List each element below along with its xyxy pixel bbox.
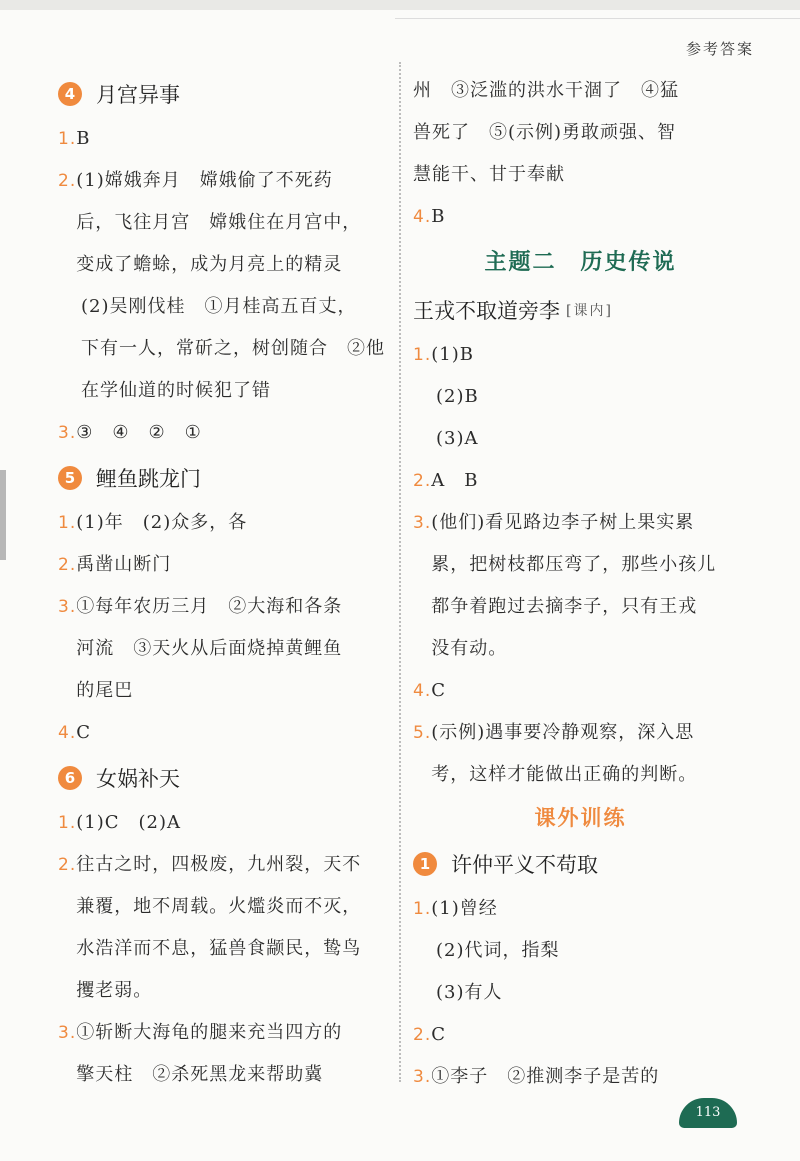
answer-line: 都争着跑过去摘李子，只有王戎: [431, 596, 698, 617]
answer-text: A B: [431, 470, 479, 491]
section-title: 王戎不取道旁李: [413, 299, 560, 323]
section-number-badge: 4: [58, 82, 82, 106]
question-number: 3.: [58, 1023, 77, 1043]
question-number: 3.: [413, 513, 432, 533]
section-tag: [课内]: [566, 303, 613, 319]
question-number: 2.: [58, 171, 77, 191]
answer-line: 兼覆，地不周载。火爁炎而不灭，: [76, 896, 362, 917]
answer-line: 考，这样才能做出正确的判断。: [431, 764, 698, 785]
section-title: 鲤鱼跳龙门: [96, 467, 201, 491]
answer-line: (3)有人: [436, 982, 503, 1003]
answer-line: (3)A: [436, 428, 479, 449]
answer-line: (2)吴刚伐桂 ①月桂高五百丈，: [81, 296, 357, 317]
answer-item: [58, 712, 388, 754]
answer-text: (1)曾经: [431, 898, 498, 919]
question-number: 5.: [413, 723, 432, 743]
answer-line: 累，把树枝都压弯了，那些小孩儿: [431, 554, 717, 575]
answer-text: C: [431, 1024, 447, 1045]
question-number: 1.: [58, 513, 77, 533]
page-edge-mark: [0, 470, 6, 560]
question-number: 1.: [58, 129, 77, 149]
answer-line: 在学仙道的时候犯了错: [81, 380, 271, 401]
answer-line: (2)代词，指梨: [436, 940, 560, 961]
answer-line: ①每年农历三月 ②大海和各条: [76, 596, 343, 617]
answer-item: [413, 460, 748, 502]
answer-line: 州 ③泛滥的洪水干涸了 ④猛: [413, 80, 679, 101]
answer-line: 慧能干、甘于奉献: [413, 164, 565, 185]
question-number: 1.: [413, 899, 432, 919]
page-header: 参考答案: [685, 40, 754, 58]
question-number: 4.: [413, 681, 432, 701]
answer-item: [58, 118, 388, 160]
answer-line: 擎天柱 ②杀死黑龙来帮助冀: [76, 1064, 324, 1085]
answer-item: [413, 1014, 748, 1056]
answer-line: 兽死了 ⑤(示例)勇敢顽强、智: [413, 122, 677, 143]
answer-item: [58, 802, 388, 844]
answer-text: C: [76, 722, 92, 743]
answer-line: 往古之时，四极废，九州裂，天不: [76, 854, 362, 875]
section-header-5: [58, 458, 388, 498]
answer-line: 河流 ③天火从后面烧掉黄鲤鱼: [76, 638, 343, 659]
answer-line: 变成了蟾蜍，成为月亮上的精灵: [76, 254, 343, 275]
answer-line: 后，飞往月宫 嫦娥住在月宫中，: [76, 212, 362, 233]
answer-item: [58, 160, 388, 286]
section-header-4: [58, 74, 388, 114]
right-column: [413, 70, 748, 1098]
question-number: 4.: [413, 207, 432, 227]
answer-item: [58, 844, 388, 1012]
question-number: 2.: [413, 1025, 432, 1045]
answer-line: (1)嫦娥奔月 嫦娥偷了不死药: [76, 170, 333, 191]
top-band: [0, 0, 800, 10]
question-number: 1.: [58, 813, 77, 833]
answer-line: 的尾巴: [76, 680, 134, 701]
question-number: 2.: [58, 855, 77, 875]
question-number: 3.: [58, 597, 77, 617]
answer-item: [413, 1056, 748, 1098]
question-number: 1.: [413, 345, 432, 365]
answer-item: [413, 502, 748, 670]
question-number: 2.: [58, 555, 77, 575]
subsection-heading: 课外训练: [534, 805, 627, 830]
section-number-badge: 6: [58, 766, 82, 790]
left-column: [58, 70, 388, 1096]
section-header-xuzhongping: [413, 844, 748, 884]
column-divider: [399, 62, 401, 1082]
answer-text: B: [76, 128, 91, 149]
answer-line: 下有一人，常斫之，树创随合 ②他: [81, 338, 385, 359]
answer-item: [413, 196, 748, 238]
answer-text: (1)B: [431, 344, 474, 365]
answer-item: [58, 544, 388, 586]
answer-text: ①李子 ②推测李子是苦的: [431, 1066, 660, 1087]
answer-text: ③ ④ ② ①: [76, 422, 202, 443]
answer-item: [58, 502, 388, 544]
section-header-6: [58, 758, 388, 798]
question-number: 4.: [58, 723, 77, 743]
answer-line: (示例)遇事要冷静观察，深入思: [431, 722, 695, 743]
answer-text: 禹凿山断门: [76, 554, 172, 575]
question-number: 3.: [413, 1067, 432, 1087]
answer-text: B: [431, 206, 446, 227]
section-number-badge: 1: [413, 852, 437, 876]
answer-line: 攫老弱。: [76, 980, 153, 1001]
section-header-wangrong: [413, 290, 748, 330]
section-title: 女娲补天: [96, 767, 180, 791]
section-title: 月宫异事: [96, 83, 180, 107]
answer-item: [413, 712, 748, 796]
section-title: 许仲平义不苟取: [451, 853, 598, 877]
header-rule: [395, 18, 800, 19]
theme-heading: 主题二 历史传说: [484, 249, 677, 275]
answer-line: 水浩洋而不息，猛兽食颛民，鸷鸟: [76, 938, 362, 959]
answer-item: [413, 334, 748, 376]
answer-item: [58, 412, 388, 454]
question-number: 2.: [413, 471, 432, 491]
question-number: 3.: [58, 423, 77, 443]
answer-line: (他们)看见路边李子树上果实累: [431, 512, 695, 533]
page-number-tab: [679, 1098, 737, 1128]
section-number-badge: 5: [58, 466, 82, 490]
answer-text: (1)年 (2)众多，各: [76, 512, 248, 533]
answer-line: (2)B: [436, 386, 479, 407]
answer-text: (1)C (2)A: [76, 812, 181, 833]
answer-item: [58, 1012, 388, 1096]
answer-text: C: [431, 680, 447, 701]
answer-line: 没有动。: [431, 638, 508, 659]
answer-item: [413, 670, 748, 712]
answer-item: [58, 586, 388, 712]
page-number: 113: [679, 1098, 737, 1128]
answer-item: [413, 888, 748, 930]
answer-line: ①斩断大海龟的腿来充当四方的: [76, 1022, 343, 1043]
